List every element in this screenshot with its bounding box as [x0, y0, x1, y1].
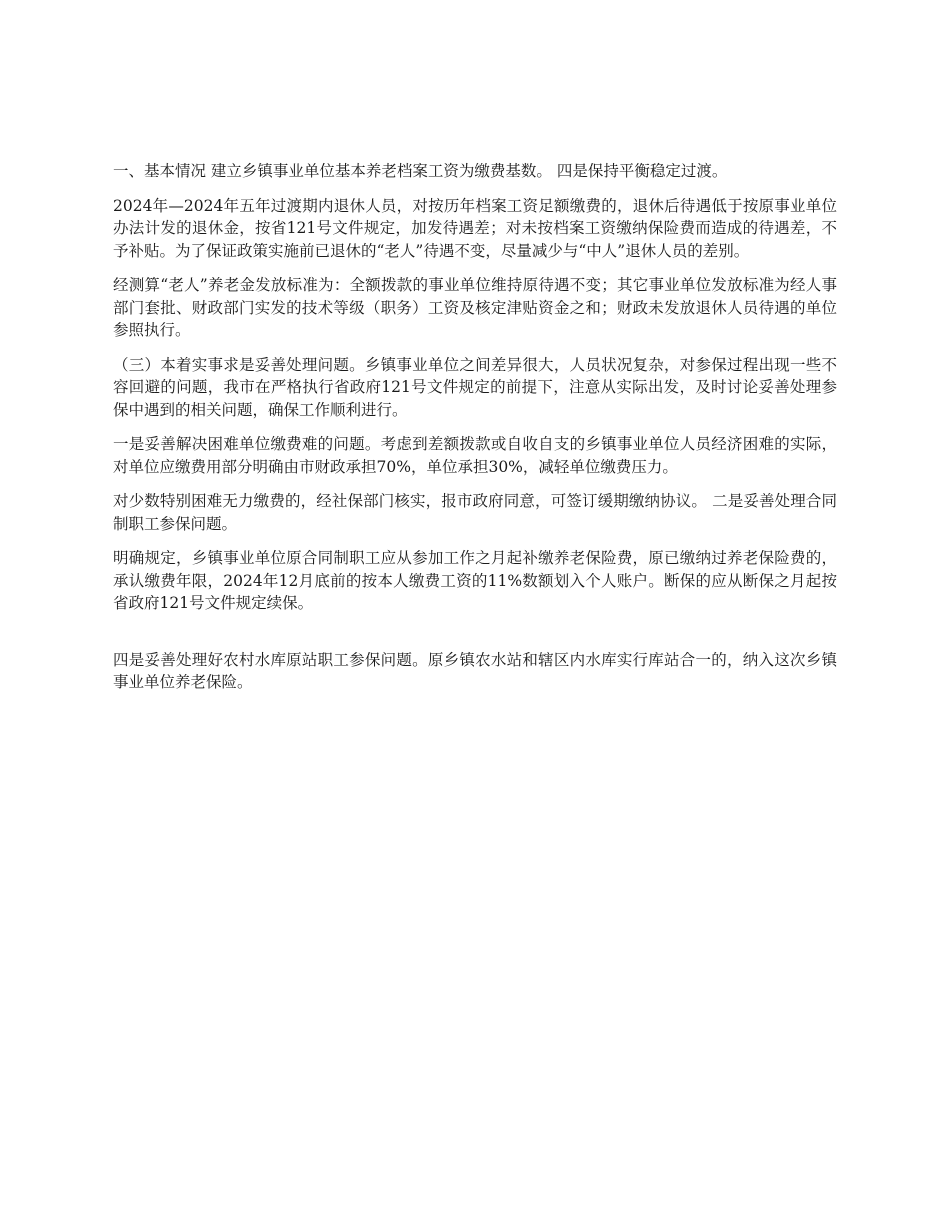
paragraph-transition-retirees: 2024年—2024年五年过渡期内退休人员，对按历年档案工资足额缴费的，退休后待遇低于按原事业单位办法计发的退休金，按省121号文件规定，加发待遇差；对未按档案工资缴纳保险费而造成的待遇差，不予补贴。为了保证政策实施前已退休的“老人”待遇不变，尽量减少与“中人”退休人员的差别。 — [113, 196, 837, 260]
paragraph-basic-situation: 一、基本情况 建立乡镇事业单位基本养老档案工资为缴费基数。 四是保持平衡稳定过渡。 — [113, 162, 728, 180]
paragraph-reservoir-staff: 四是妥善处理好农村水库原站职工参保问题。原乡镇农水站和辖区内水库实行库站合一的，纳入这次乡镇事业单位养老保险。 — [113, 650, 837, 691]
paragraph-practical-handling: （三）本着实事求是妥善处理问题。乡镇事业单位之间差异很大，人员状况复杂，对参保过程出现一些不容回避的问题，我市在严格执行省政府121号文件规定的前提下，注意从实际出发，及时讨论妥善处理参保中遇到的相关问题，确保工作顺利进行。 — [113, 355, 837, 419]
document-body — [113, 160, 837, 706]
paragraph-contract-workers: 明确规定，乡镇事业单位原合同制职工应从参加工作之月起补缴养老保险费，原已缴纳过养老保险费的，承认缴费年限，2024年12月底前的按本人缴费工资的11%数额划入个人账户。断保的应从断保之月起按省政府121号文件规定续保。 — [113, 549, 837, 612]
paragraph-old-pension-standard: 经测算“老人”养老金发放标准为：全额拨款的事业单位维持原待遇不变；其它事业单位发放标准为经人事部门套批、财政部门实发的技术等级（职务）工资及核定津贴资金之和；财政未发放退休人员待遇的单位参照执行。 — [113, 276, 837, 339]
paragraph-difficult-units: 一是妥善解决困难单位缴费难的问题。考虑到差额拨款或自收自支的乡镇事业单位人员经济困难的实际，对单位应缴费用部分明确由市财政承担70%，单位承担30%，减轻单位缴费压力。 — [113, 435, 837, 476]
paragraph-deferred-payment: 对少数特别困难无力缴费的，经社保部门核实，报市政府同意，可签订缓期缴纳协议。 二是妥善处理合同制职工参保问题。 — [113, 492, 837, 533]
